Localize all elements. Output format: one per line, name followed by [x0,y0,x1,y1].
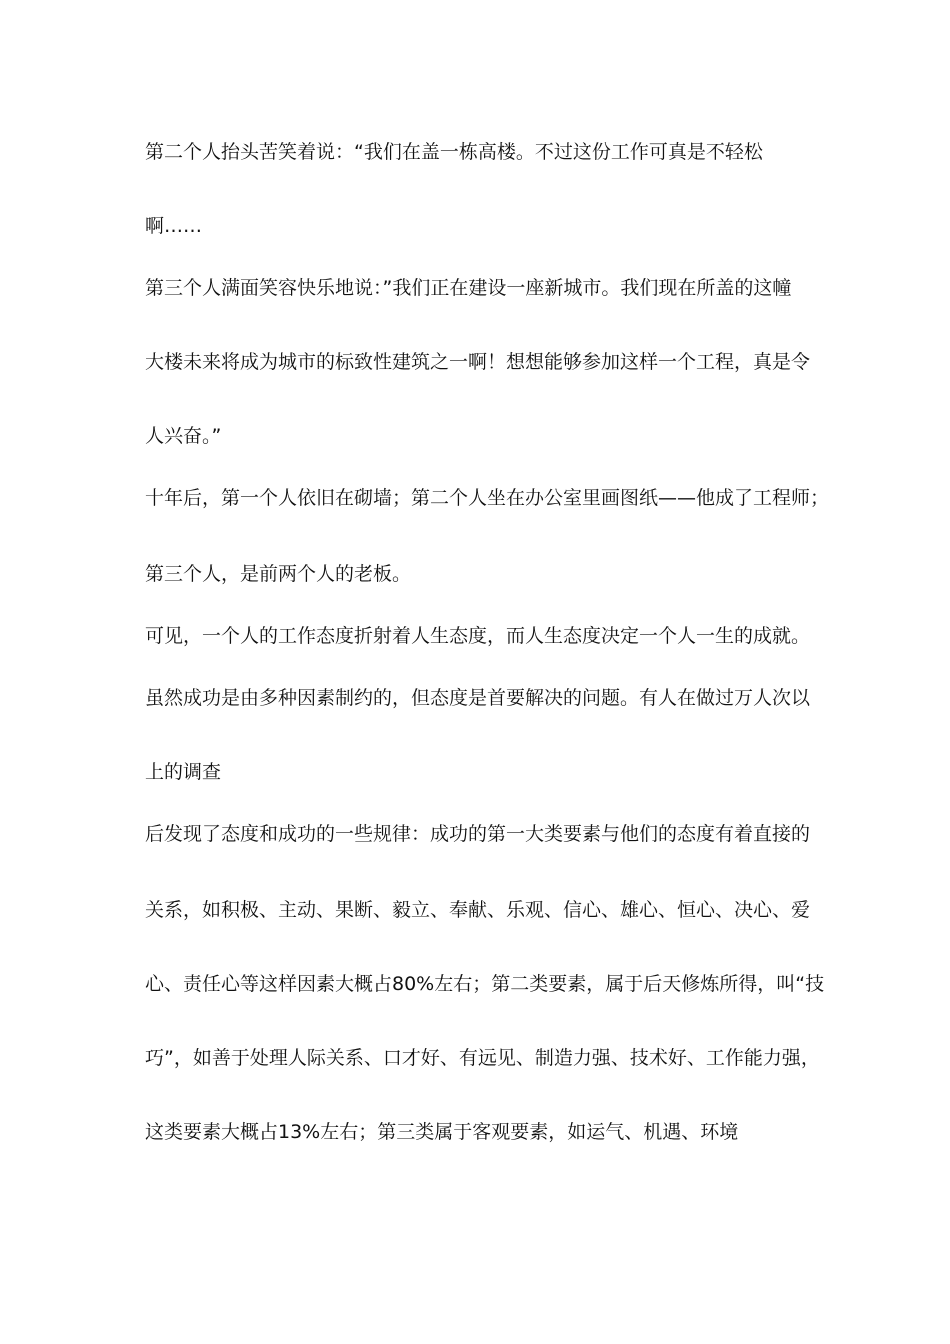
text-line: 大楼未来将成为城市的标致性建筑之一啊！想想能够参加这样一个工程，真是令 [145,351,811,373]
text-line: 后发现了态度和成功的一些规律：成功的第一大类要素与他们的态度有着直接的 [145,823,811,845]
text-line: 第三个人，是前两个人的老板。 [145,563,412,585]
text-line: 啊…… [145,215,203,237]
text-line: 巧”，如善于处理人际关系、口才好、有远见、制造力强、技术好、工作能力强， [145,1047,820,1069]
text-line: 这类要素大概占13%左右；第三类属于客观要素，如运气、机遇、环境 [145,1121,739,1143]
text-line: 虽然成功是由多种因素制约的，但态度是首要解决的问题。有人在做过万人次以 [145,687,811,709]
text-line: 十年后，第一个人依旧在砌墙；第二个人坐在办公室里画图纸——他成了工程师； [145,487,830,509]
text-line: 上的调查 [145,761,222,783]
text-line: 第三个人满面笑容快乐地说：”我们正在建设一座新城市。我们现在所盖的这幢 [145,277,792,299]
text-line: 可见，一个人的工作态度折射着人生态度，而人生态度决定一个人一生的成就。 [145,625,811,647]
text-line: 第二个人抬头苦笑着说：“我们在盖一栋高楼。不过这份工作可真是不轻松 [145,141,763,163]
text-line: 心、责任心等这样因素大概占80%左右；第二类要素，属于后天修炼所得，叫“技 [145,973,825,995]
text-line: 人兴奋。” [145,425,222,447]
text-line: 关系，如积极、主动、果断、毅立、奉献、乐观、信心、雄心、恒心、决心、爱 [145,899,811,921]
